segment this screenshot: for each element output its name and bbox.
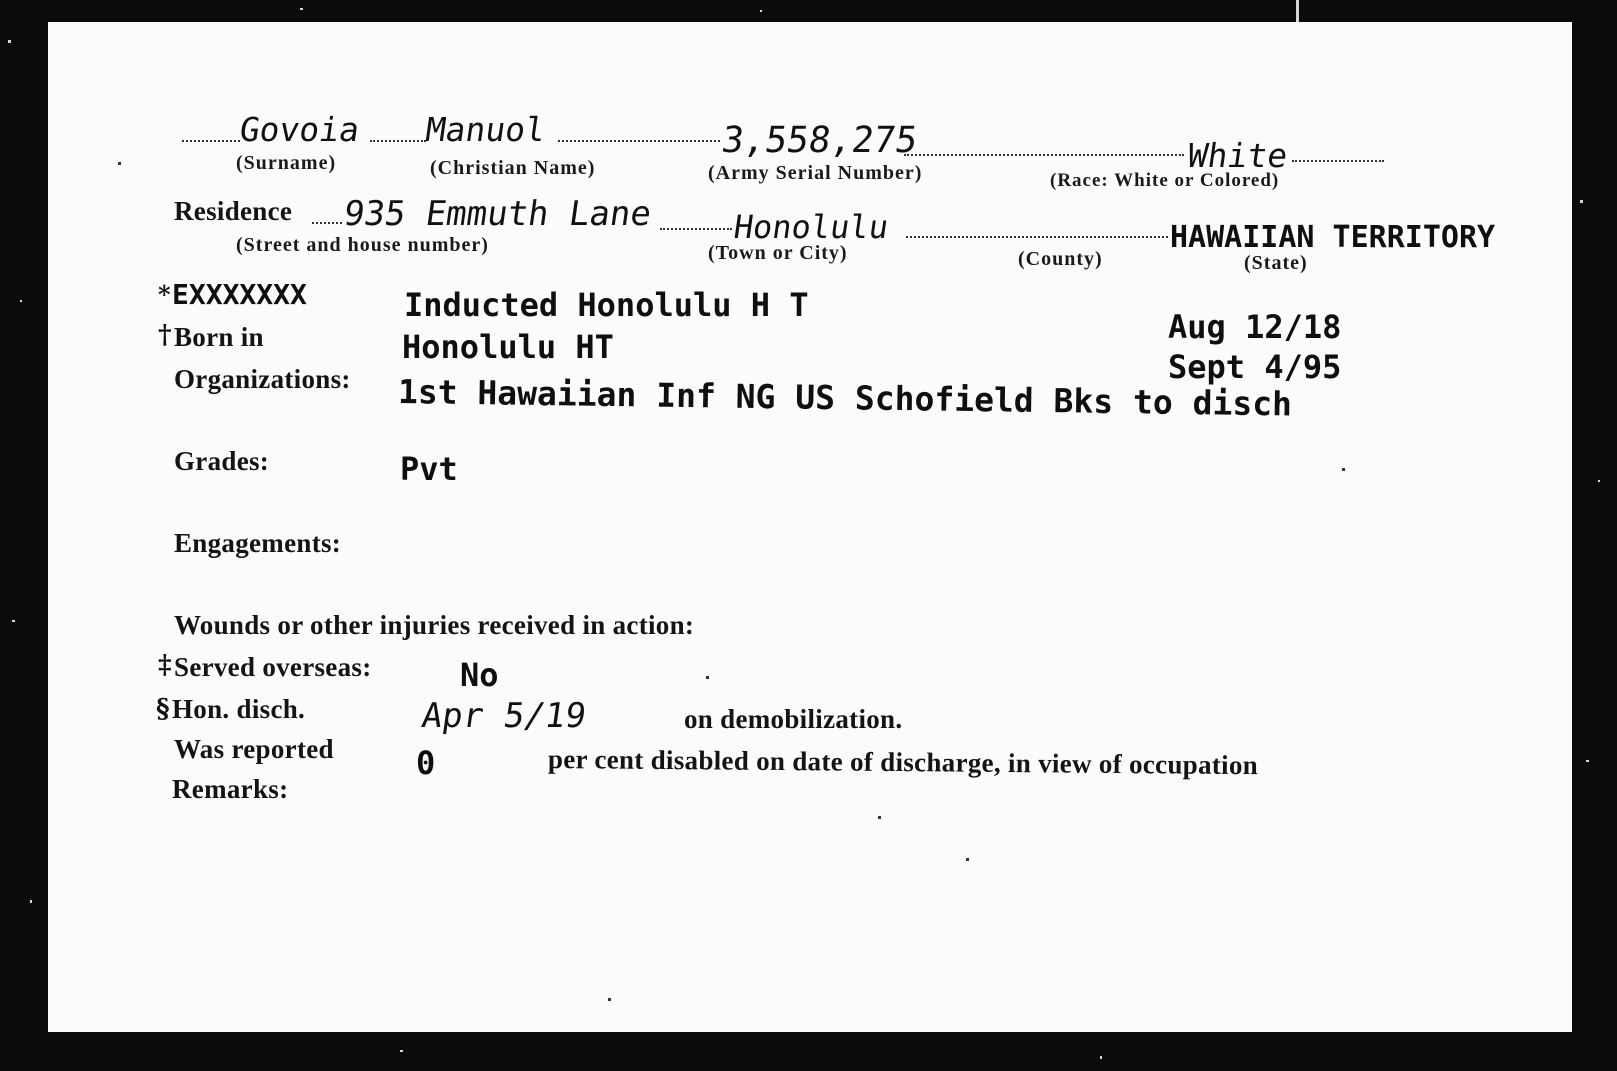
surname-value: Govoia (237, 110, 362, 149)
street-value: 935 Emmuth Lane (341, 194, 654, 234)
scan-speck (30, 900, 32, 903)
organizations-value: 1st Hawaiian Inf NG US Schofield Bks to disch (397, 372, 1293, 424)
state-value: HAWAIIAN TERRITORY (1170, 220, 1496, 255)
enlisted-asterisk: * (158, 280, 171, 309)
born-place: Honolulu HT (402, 328, 614, 366)
stray-dot (706, 676, 709, 679)
leader-dots (906, 236, 1168, 238)
leader-dots (182, 140, 240, 142)
enlisted-struck-label: EXXXXXXX (172, 278, 307, 311)
state-caption: (State) (1244, 252, 1308, 274)
wounds-label: Wounds or other injuries received in action: (174, 610, 695, 640)
scan-speck (12, 620, 15, 622)
scan-speck (1580, 200, 1583, 203)
leader-dots (1292, 160, 1384, 162)
serial-number-value: 3,558,275 (719, 120, 920, 161)
born-date: Sept 4/95 (1168, 348, 1342, 386)
scan-speck (8, 40, 11, 43)
leader-dots (370, 140, 426, 142)
town-caption: (Town or City) (708, 242, 848, 264)
stray-dot (608, 998, 611, 1001)
engagements-label: Engagements: (174, 528, 342, 558)
leader-dots (558, 140, 720, 142)
discharge-label: Hon. disch. (172, 694, 306, 724)
county-caption: (County) (1018, 248, 1103, 270)
race-value: White (1185, 136, 1291, 175)
inducted-value: Inducted Honolulu H T (404, 286, 809, 324)
inducted-date: Aug 12/18 (1168, 308, 1342, 346)
grades-value: Pvt (400, 450, 458, 488)
town-value: Honolulu (731, 208, 891, 246)
scan-speck (400, 1050, 403, 1052)
reported-label: Was reported (174, 734, 334, 764)
reported-value: 0 (416, 744, 436, 782)
scan-speck (300, 8, 303, 10)
scan-speck (20, 300, 22, 302)
christian-name-value: Manuol (423, 110, 548, 149)
stray-dot (966, 858, 969, 861)
serial-number-caption: (Army Serial Number) (708, 162, 923, 184)
overseas-label: Served overseas: (174, 652, 372, 682)
residence-label: Residence (174, 196, 293, 226)
scan-speck (1598, 480, 1600, 482)
scan-speck (1586, 760, 1589, 762)
leader-dots (660, 228, 732, 230)
discharge-suffix: on demobilization. (684, 704, 903, 734)
discharge-date: Apr 5/19 (419, 696, 589, 736)
record-card (48, 22, 1572, 1032)
race-caption: (Race: White or Colored) (1050, 170, 1280, 191)
stray-dot (878, 816, 881, 819)
scan-speck (1100, 1056, 1102, 1059)
leader-dots (312, 222, 342, 224)
discharge-section-mark: § (156, 694, 170, 724)
scan-speck (760, 10, 762, 12)
reported-suffix: per cent disabled on date of discharge, in view of occupation (547, 744, 1259, 781)
stray-dot (1342, 468, 1345, 471)
surname-caption: (Surname) (236, 152, 337, 174)
stray-dot (118, 162, 121, 165)
overseas-value: No (460, 656, 499, 694)
christian-name-caption: (Christian Name) (430, 157, 596, 179)
born-dagger: † (158, 320, 172, 350)
remarks-label: Remarks: (172, 774, 289, 804)
street-caption: (Street and house number) (236, 234, 489, 256)
grades-label: Grades: (174, 446, 270, 476)
organizations-label: Organizations: (174, 364, 351, 394)
overseas-double-dagger: ‡ (158, 650, 172, 680)
leader-dots (904, 154, 1184, 156)
born-label: Born in (174, 322, 264, 352)
